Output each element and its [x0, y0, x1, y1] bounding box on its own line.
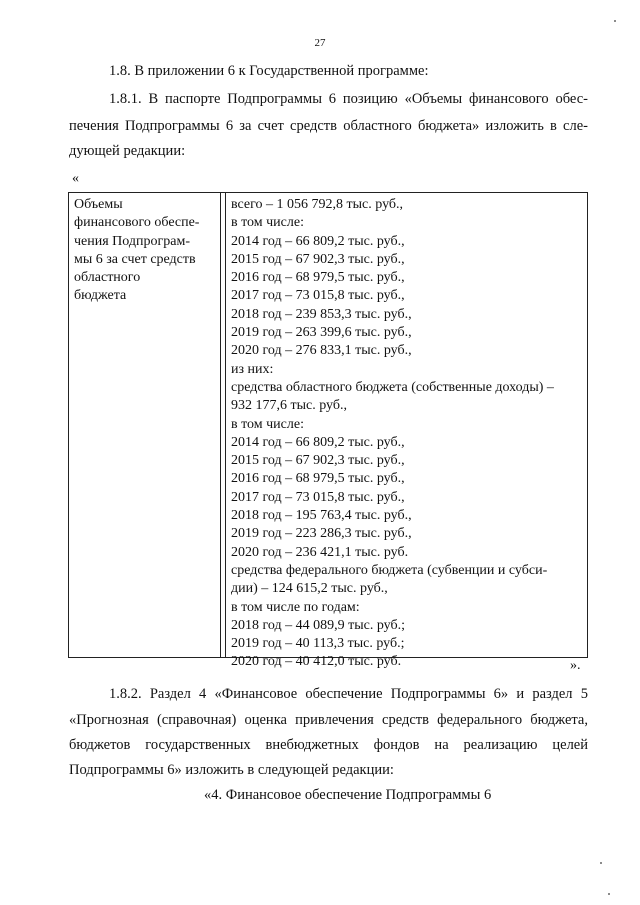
table-left-line: Объемы: [74, 197, 123, 212]
table-right-line: 2019 год – 223 286,3 тыс. руб.,: [231, 526, 412, 542]
table-right-line: 2016 год – 68 979,5 тыс. руб.,: [231, 270, 405, 286]
table-right-line: 2017 год – 73 015,8 тыс. руб.,: [231, 288, 405, 304]
scan-speck: [600, 862, 602, 864]
table-right-cell: [231, 196, 581, 672]
table-left-line: чения Подпрограм-: [74, 233, 190, 249]
table-right-line: 932 177,6 тыс. руб.,: [231, 398, 347, 414]
table-right-line: из них:: [231, 361, 274, 377]
paragraph-1-8-2-line1: 1.8.2. Раздел 4 «Финансовое обеспечение Подпрограммы 6» и раздел 5: [109, 686, 588, 702]
table-right-line: в том числе по годам:: [231, 599, 360, 615]
page-number: 27: [314, 37, 326, 49]
scan-speck: [608, 893, 610, 895]
close-quote: ».: [570, 658, 581, 673]
table-left-cell: [74, 196, 217, 306]
table-right-line: всего – 1 056 792,8 тыс. руб.,: [231, 197, 404, 212]
table-right-line: в том числе:: [231, 215, 304, 231]
table-right-line: 2014 год – 66 809,2 тыс. руб.,: [231, 434, 405, 450]
table-right-line: 2015 год – 67 902,3 тыс. руб.,: [231, 453, 405, 469]
table-right-line: 2018 год – 195 763,4 тыс. руб.,: [231, 508, 412, 524]
table-right-line: 2016 год – 68 979,5 тыс. руб.,: [231, 471, 405, 487]
open-quote: «: [72, 171, 79, 186]
paragraph-1-8-2-line4: Подпрограммы 6» изложить в следующей редакции:: [69, 762, 394, 778]
table-right-line: 2020 год – 236 421,1 тыс. руб.: [231, 544, 409, 560]
table-left-line: мы 6 за счет средств: [74, 251, 196, 267]
table-right-line: 2017 год – 73 015,8 тыс. руб.,: [231, 489, 405, 505]
table-right-line: в том числе:: [231, 416, 304, 432]
table-right-line: дии) – 124 615,2 тыс. руб.,: [231, 581, 388, 597]
paragraph-1-8-2-line2: «Прогнозная (справочная) оценка привлечения средств федерального бюджета,: [69, 712, 588, 728]
table-column-divider: [220, 193, 226, 657]
table-left-line: финансового обеспе-: [74, 215, 200, 231]
table-right-line: 2018 год – 239 853,3 тыс. руб.,: [231, 306, 412, 322]
paragraph-1-8: 1.8. В приложении 6 к Государственной программе:: [109, 63, 429, 79]
scan-speck: [614, 20, 616, 22]
section-heading: «4. Финансовое обеспечение Подпрограммы 6: [204, 787, 492, 803]
table-right-line: средства федерального бюджета (субвенции и субси-: [231, 562, 548, 578]
paragraph-1-8-2-line3: бюджетов государственных внебюджетных фондов на реализацию целей: [69, 737, 588, 753]
table-right-line: 2020 год – 40 412,0 тыс. руб.: [231, 654, 402, 670]
table-right-line: средства областного бюджета (собственные доходы) –: [231, 379, 554, 395]
table-right-line: 2015 год – 67 902,3 тыс. руб.,: [231, 251, 405, 267]
table-left-line: областного: [74, 270, 141, 286]
table-right-line: 2019 год – 40 113,3 тыс. руб.;: [231, 636, 405, 652]
paragraph-1-8-1-line2: печения Подпрограммы 6 за счет средств областного бюджета» изложить в сле-: [69, 118, 588, 134]
financing-table: [68, 192, 588, 670]
paragraph-1-8-1-line3: дующей редакции:: [69, 143, 186, 159]
table-right-line: 2019 год – 263 399,6 тыс. руб.,: [231, 325, 412, 341]
paragraph-1-8-1-line1: 1.8.1. В паспорте Подпрограммы 6 позицию «Объемы финансового обес-: [109, 91, 588, 107]
table-right-line: 2020 год – 276 833,1 тыс. руб.,: [231, 343, 412, 359]
table-right-line: 2014 год – 66 809,2 тыс. руб.,: [231, 233, 405, 249]
table-right-line: 2018 год – 44 089,9 тыс. руб.;: [231, 617, 405, 633]
table-left-line: бюджета: [74, 288, 127, 304]
